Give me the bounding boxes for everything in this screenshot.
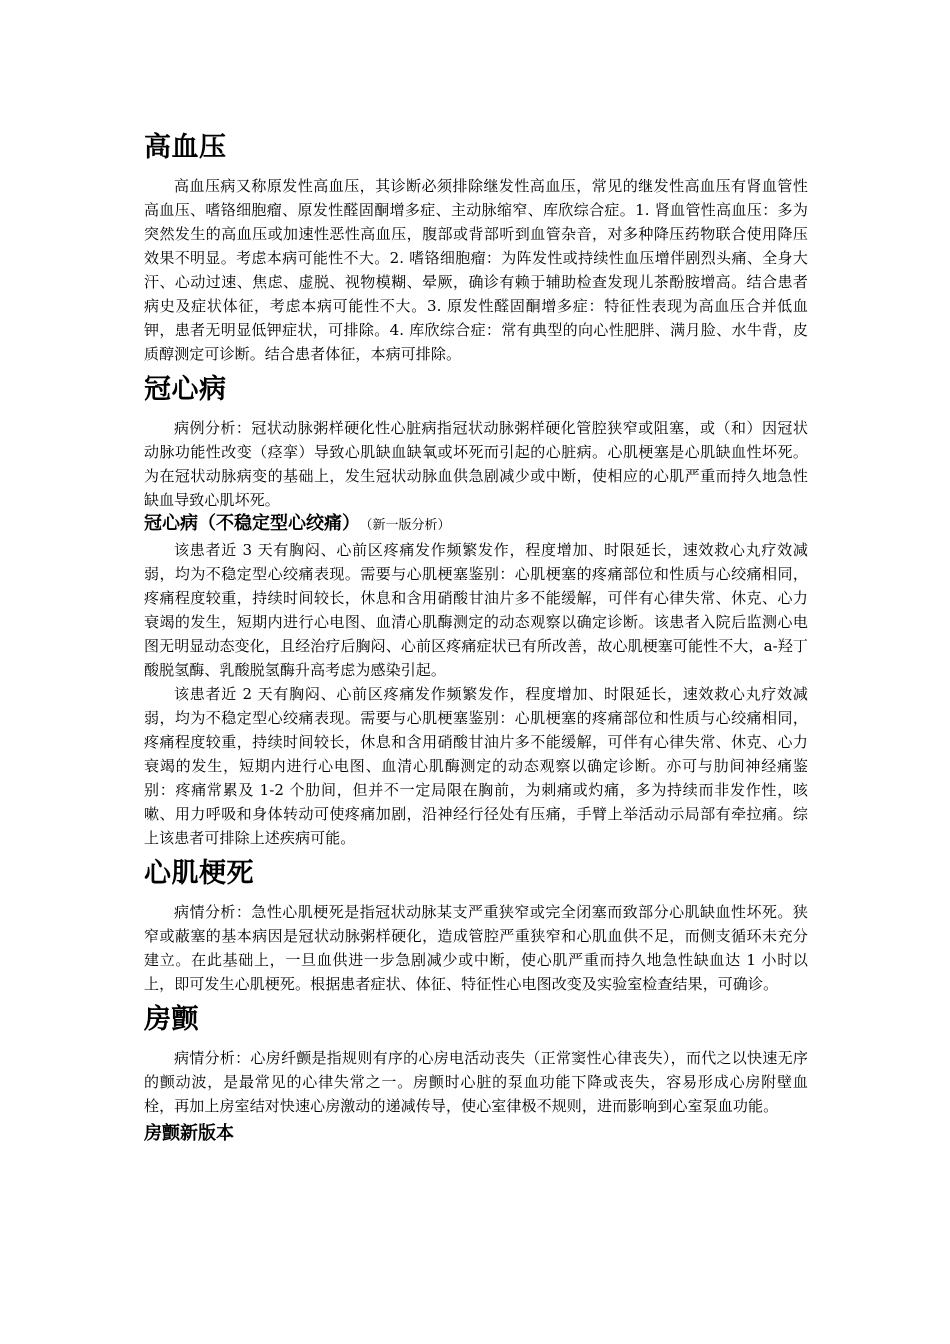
- paragraph: 该患者近 2 天有胸闷、心前区疼痛发作频繁发作，程度增加、时限延长，速效救心丸疗效减弱，均为不稳定型心绞痛表现。需要与心肌梗塞鉴别：心肌梗塞的疼痛部位和性质与心绞痛相同，疼痛程度较重，持续时间较长，休息和含用硝酸甘油片多不能缓解，可伴有心律失常、休克、心力衰竭的发生，短期内进行心电图、血清心肌酶测定的动态观察以确定诊断。亦可与肋间神经痛鉴别：疼痛常累及 1-2 个肋间，但并不一定局限在胸前，为刺痛或灼痛，多为持续而非发作性，咳嗽、用力呼吸和身体转动可使疼痛加剧，沿神经行径处有压痛，手臂上举活动示局部有牵拉痛。综上该患者可排除上述疾病可能。: [144, 685, 808, 847]
- section-title: 心肌梗死: [144, 858, 254, 889]
- section-unstable-angina: [144, 512, 808, 850]
- section-atrial-fibrillation-new: [144, 1122, 808, 1146]
- section-title: 冠心病: [144, 374, 227, 405]
- subtitle-note: （新一版分析）: [366, 518, 451, 533]
- section-hypertension: [144, 128, 808, 366]
- paragraph: 该患者近 3 天有胸闷、心前区疼痛发作频繁发作，程度增加、时限延长，速效救心丸疗效减弱，均为不稳定型心绞痛表现。需要与心肌梗塞鉴别：心肌梗塞的疼痛部位和性质与心绞痛相同，疼痛程度较重，持续时间较长，休息和含用硝酸甘油片多不能缓解，可伴有心律失常、休克、心力衰竭的发生，短期内进行心电图、血清心肌酶测定的动态观察以确定诊断。该患者入院后监测心电图无明显动态变化，且经治疗后胸闷、心前区疼痛症状已有所改善，故心肌梗塞可能性不大，a-羟丁酸脱氢酶、乳酸脱氢酶升高考虑为感染引起。: [144, 541, 808, 679]
- paragraph: 病例分析：冠状动脉粥样硬化性心脏病指冠状动脉粥样硬化管腔狭窄或阻塞，或（和）因冠状动脉功能性改变（痉挛）导致心肌缺血缺氧或坏死而引起的心脏病。心肌梗塞是心肌缺血性坏死。为在冠状动脉病变的基础上，发生冠状动脉血供急剧减少或中断，使相应的心肌严重而持久地急性缺血导致心肌坏死。: [144, 419, 808, 509]
- section-atrial-fibrillation: [144, 1000, 808, 1118]
- section-subtitle: 房颤新版本: [144, 1123, 234, 1144]
- paragraph: 病情分析：急性心肌梗死是指冠状动脉某支严重狭窄或完全闭塞而致部分心肌缺血性坏死。狭窄或蔽塞的基本病因是冠状动脉粥样硬化，造成管腔严重狭窄和心肌血供不足，而侧支循环未充分建立。在此基础上，一旦血供进一步急剧减少或中断，使心肌严重而持久地急性缺血达 1 小时以上，即可发生心肌梗死。根据患者症状、体征、特征性心电图改变及实验室检查结果，可确诊。: [144, 903, 808, 993]
- document-page: [144, 128, 808, 1146]
- section-title: 房颤: [144, 1004, 199, 1035]
- section-title: 高血压: [144, 132, 227, 163]
- section-myocardial-infarction: [144, 854, 808, 996]
- section-coronary-heart-disease: [144, 370, 808, 512]
- paragraph: 病情分析：心房纤颤是指规则有序的心房电活动丧失（正常窦性心律丧失），而代之以快速无序的颤动波，是最常见的心律失常之一。房颤时心脏的泵血功能下降或丧失，容易形成心房附壁血栓，再加上房室结对快速心房激动的递减传导，使心室律极不规则，进而影响到心室泵血功能。: [144, 1049, 808, 1115]
- paragraph: 高血压病又称原发性高血压，其诊断必须排除继发性高血压，常见的继发性高血压有肾血管性高血压、嗜铬细胞瘤、原发性醛固酮增多症、主动脉缩窄、库欣综合症。1. 肾血管性高血压：多为突然发生的高血压或加速性恶性高血压，腹部或背部听到血管杂音，对多种降压药物联合使用降压效果不明显。考虑本病可能性不大。2. 嗜铬细胞瘤：为阵发性或持续性血压增伴剧烈头痛、全身大汗、心动过速、焦虑、虚脱、视物模糊、晕厥，确诊有赖于辅助检查发现儿茶酚胺增高。结合患者病史及症状体征，考虑本病可能性不大。3. 原发性醛固酮增多症：特征性表现为高血压合并低血钾，患者无明显低钾症状，可排除。4. 库欣综合症：常有典型的向心性肥胖、满月脸、水牛背，皮质醇测定可诊断。结合患者体征，本病可排除。: [144, 177, 808, 363]
- section-subtitle: [144, 512, 808, 538]
- subtitle-text: 冠心病（不稳定型心绞痛）: [144, 513, 360, 534]
